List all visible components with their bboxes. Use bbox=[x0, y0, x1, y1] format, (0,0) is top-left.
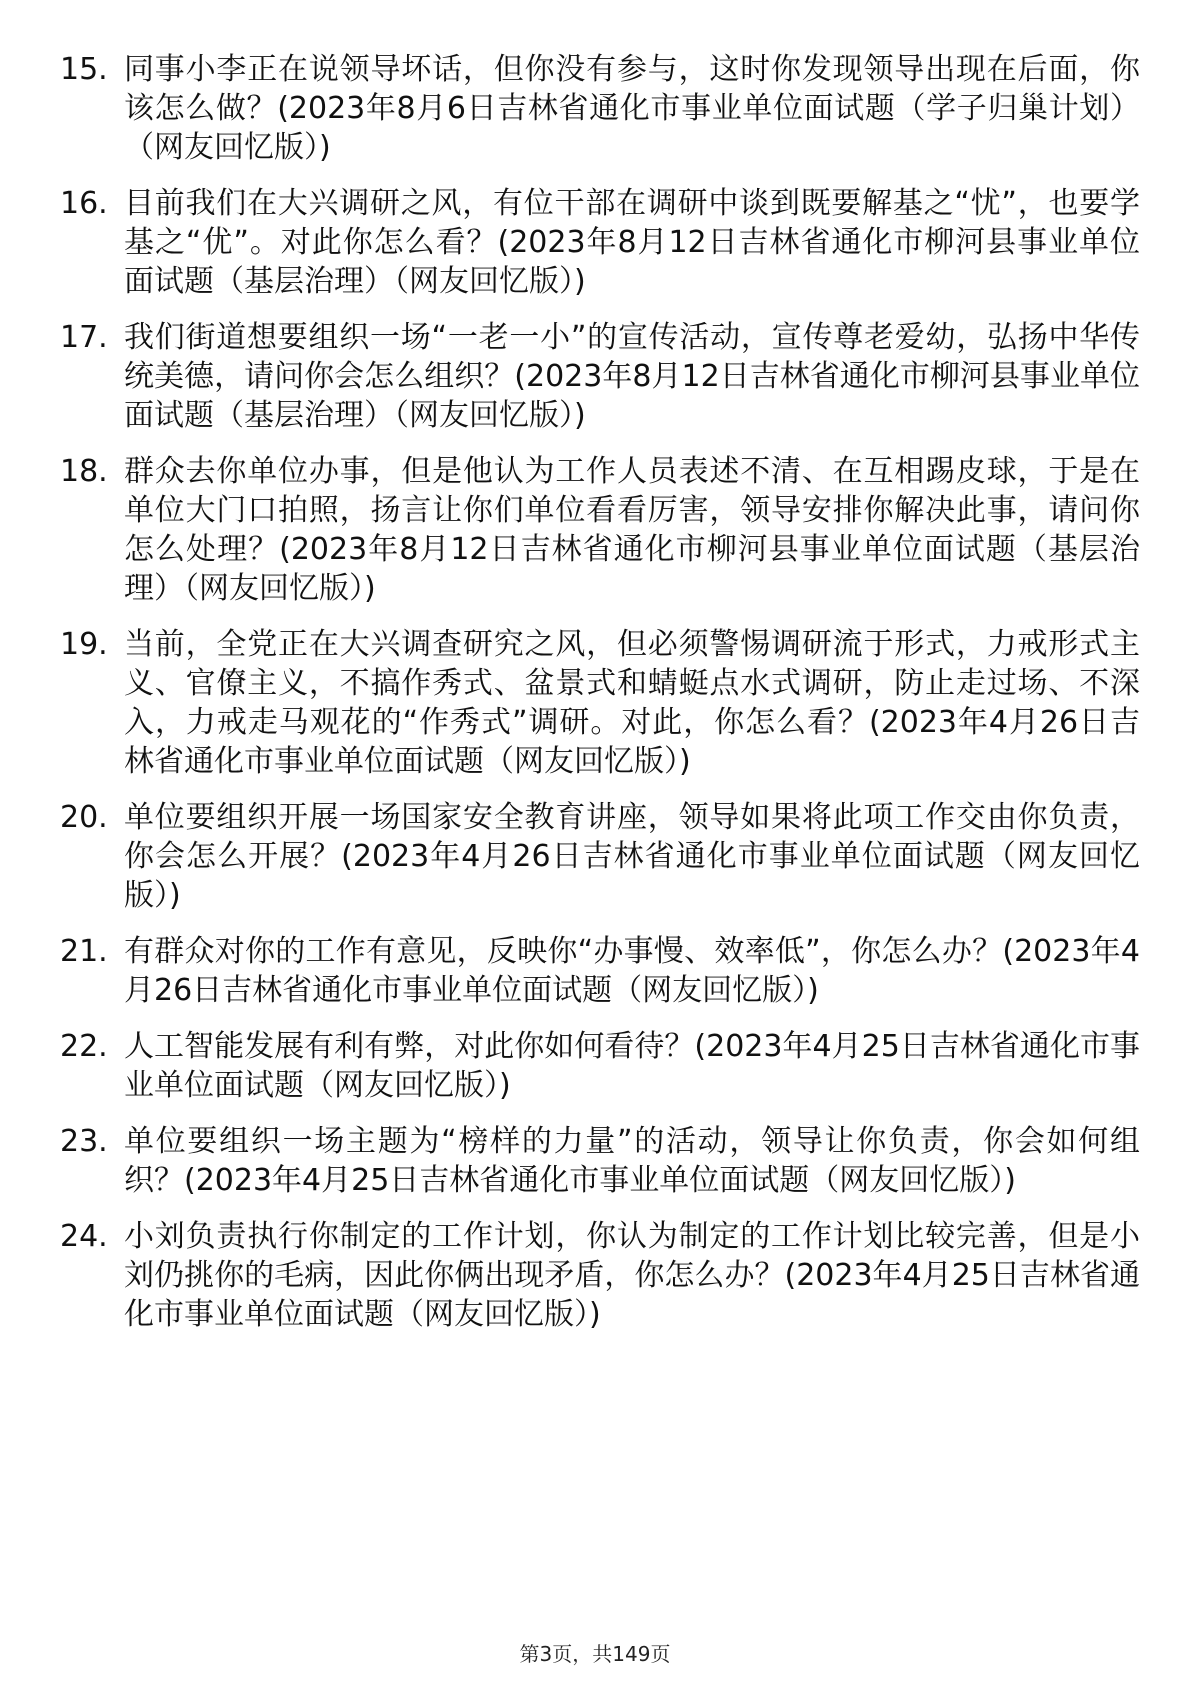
question-item-21 bbox=[60, 932, 1140, 1010]
question-item-18 bbox=[60, 452, 1140, 608]
question-item-19 bbox=[60, 625, 1140, 781]
question-item-15 bbox=[60, 50, 1140, 167]
question-number: 24. bbox=[60, 1219, 108, 1254]
question-number: 21. bbox=[60, 934, 108, 969]
question-number: 15. bbox=[60, 52, 108, 87]
question-text: 有群众对你的工作有意见，反映你“办事慢、效率低”，你怎么办？(2023年4月26日吉林省通化市事业单位面试题（网友回忆版）) bbox=[124, 934, 1140, 1008]
question-text: 人工智能发展有利有弊，对此你如何看待？(2023年4月25日吉林省通化市事业单位面试题（网友回忆版）) bbox=[124, 1029, 1140, 1103]
question-text: 小刘负责执行你制定的工作计划，你认为制定的工作计划比较完善，但是小刘仍挑你的毛病，因此你俩出现矛盾，你怎么办？(2023年4月25日吉林省通化市事业单位面试题（网友回忆版）) bbox=[124, 1219, 1140, 1332]
question-item-16 bbox=[60, 184, 1140, 301]
question-text: 我们街道想要组织一场“一老一小”的宣传活动，宣传尊老爱幼，弘扬中华传统美德，请问你会怎么组织？(2023年8月12日吉林省通化市柳河县事业单位面试题（基层治理）（网友回忆版）) bbox=[124, 320, 1140, 433]
question-number: 20. bbox=[60, 800, 108, 835]
page-footer bbox=[0, 1642, 1190, 1666]
question-number: 17. bbox=[60, 320, 108, 355]
question-number: 19. bbox=[60, 627, 108, 662]
question-number: 23. bbox=[60, 1124, 108, 1159]
question-text: 同事小李正在说领导坏话，但你没有参与，这时你发现领导出现在后面，你该怎么做？(2023年8月6日吉林省通化市事业单位面试题（学子归巢计划）（网友回忆版）) bbox=[124, 52, 1140, 165]
question-item-20 bbox=[60, 798, 1140, 915]
question-list bbox=[60, 50, 1140, 1351]
question-text: 目前我们在大兴调研之风，有位干部在调研中谈到既要解基之“忧”，也要学基之“优”。对此你怎么看？(2023年8月12日吉林省通化市柳河县事业单位面试题（基层治理）（网友回忆版）) bbox=[124, 186, 1140, 299]
question-number: 18. bbox=[60, 454, 108, 489]
question-item-17 bbox=[60, 318, 1140, 435]
question-item-23 bbox=[60, 1122, 1140, 1200]
question-number: 16. bbox=[60, 186, 108, 221]
page-number-label: 第3页，共149页 bbox=[519, 1642, 671, 1666]
question-item-22 bbox=[60, 1027, 1140, 1105]
question-text: 群众去你单位办事，但是他认为工作人员表述不清、在互相踢皮球，于是在单位大门口拍照，扬言让你们单位看看厉害，领导安排你解决此事，请问你怎么处理？(2023年8月12日吉林省通化市柳河县事业单位面试题（基层治理）（网友回忆版）) bbox=[124, 454, 1140, 606]
question-text: 当前，全党正在大兴调查研究之风，但必须警惕调研流于形式，力戒形式主义、官僚主义，不搞作秀式、盆景式和蜻蜓点水式调研，防止走过场、不深入，力戒走马观花的“作秀式”调研。对此，你怎么看？(2023年4月26日吉林省通化市事业单位面试题（网友回忆版）) bbox=[124, 627, 1140, 779]
question-text: 单位要组织一场主题为“榜样的力量”的活动，领导让你负责，你会如何组织？(2023年4月25日吉林省通化市事业单位面试题（网友回忆版）) bbox=[124, 1124, 1140, 1198]
question-text: 单位要组织开展一场国家安全教育讲座，领导如果将此项工作交由你负责，你会怎么开展？(2023年4月26日吉林省通化市事业单位面试题（网友回忆版）) bbox=[124, 800, 1140, 913]
question-number: 22. bbox=[60, 1029, 108, 1064]
question-item-24 bbox=[60, 1217, 1140, 1334]
